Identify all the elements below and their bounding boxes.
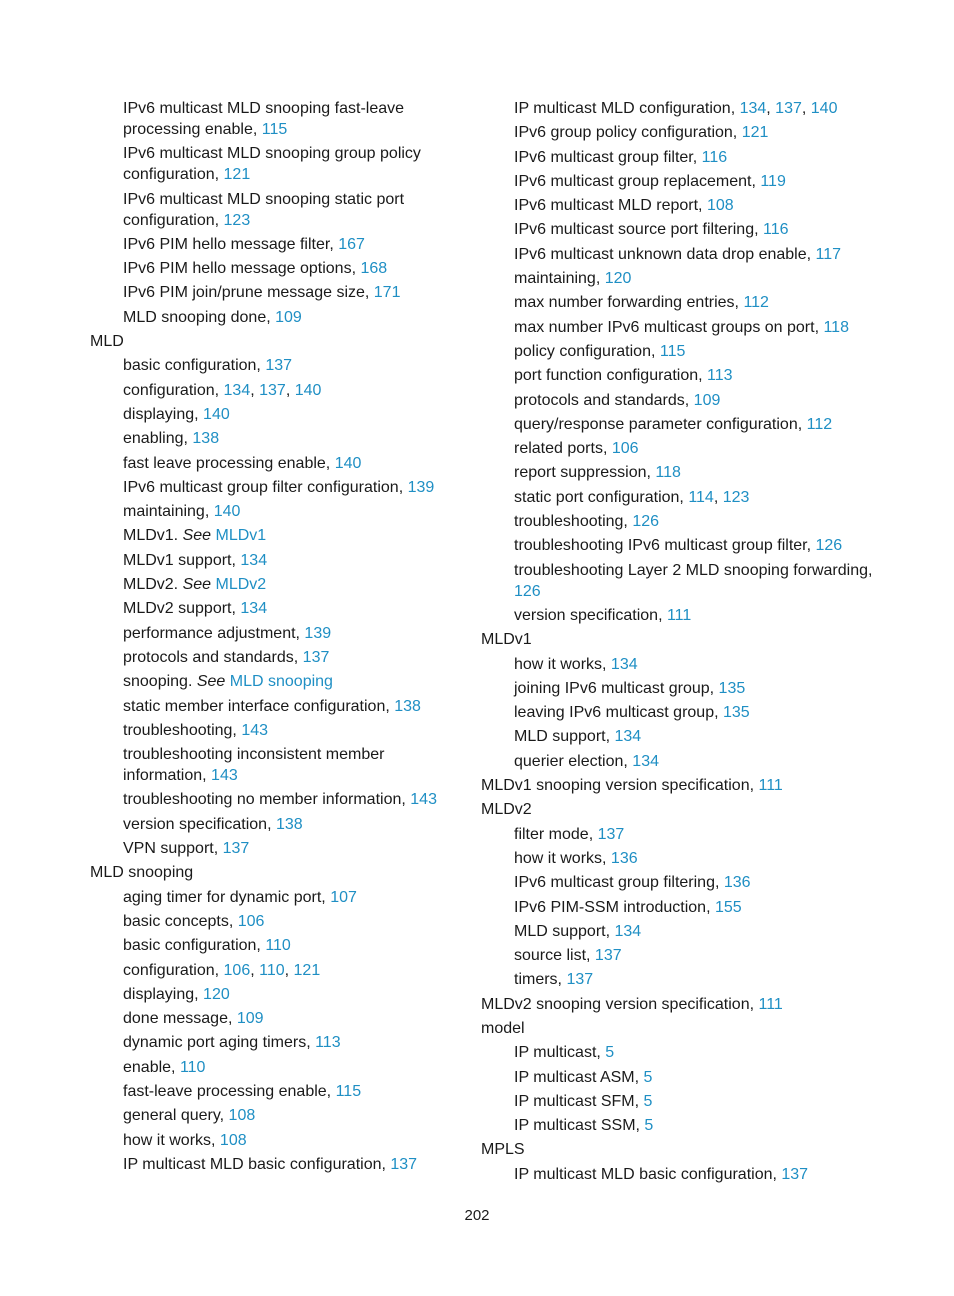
entry-text: enabling,: [123, 430, 193, 448]
entry-text: MLDv2 support,: [123, 600, 241, 618]
index-subentry: [90, 935, 460, 956]
entry-text: IPv6 group policy configuration,: [514, 124, 742, 142]
entry-text: maintaining,: [514, 270, 605, 288]
entry-text: IPv6 multicast group filtering,: [514, 874, 724, 892]
page-link[interactable]: 171: [373, 284, 401, 302]
page-link[interactable]: 140: [334, 454, 362, 472]
page-link[interactable]: 135: [718, 679, 746, 697]
page-link[interactable]: 113: [315, 1034, 341, 1052]
page-link[interactable]: 120: [203, 985, 230, 1003]
index-subentry: IP multicast MLD configuration, 134, 137, 140: [514, 100, 838, 117]
entry-text: VPN support,: [123, 840, 223, 858]
page-link[interactable]: 108: [219, 1131, 247, 1149]
index-subentry: [481, 848, 881, 869]
index-subentry: [90, 1130, 460, 1151]
index-subentry: [481, 1067, 881, 1088]
index-subentry: [90, 258, 460, 279]
entry-text: MLDv1: [481, 631, 532, 649]
entry-text: policy configuration,: [514, 342, 660, 360]
page-link[interactable]: 106: [223, 961, 251, 979]
entry-text: report suppression,: [514, 464, 656, 482]
page-link[interactable]: 138: [275, 815, 303, 833]
page-link[interactable]: 126: [514, 582, 541, 600]
page-link[interactable]: 108: [706, 197, 734, 215]
index-subentry: [481, 1091, 881, 1112]
index-subentry: [481, 171, 881, 192]
index-subentry: [481, 244, 881, 265]
index-heading: [481, 629, 881, 650]
see-link[interactable]: MLDv1: [215, 527, 267, 545]
entry-text: MPLS: [481, 1141, 525, 1159]
page-link[interactable]: 107: [330, 888, 357, 906]
index-subentry: [90, 911, 460, 932]
page-link[interactable]: 123: [223, 211, 251, 229]
entry-text: basic configuration,: [123, 937, 266, 955]
page-link[interactable]: 126: [632, 513, 660, 531]
page-link[interactable]: 115: [659, 342, 686, 360]
index-subentry: [481, 195, 881, 216]
entry-text: IPv6 PIM join/prune message size,: [123, 284, 374, 302]
page-link[interactable]: 140: [203, 405, 230, 423]
entry-text: IP multicast MLD basic configuration,: [123, 1155, 391, 1173]
entry-text: IP multicast MLD configuration,: [514, 100, 740, 117]
index-subentry: [90, 307, 460, 328]
entry-text: version specification,: [123, 815, 276, 833]
page-link[interactable]: 111: [666, 606, 692, 624]
entry-text: enable,: [123, 1058, 180, 1076]
index-subentry: [90, 814, 460, 835]
entry-text: MLD support,: [514, 728, 615, 746]
entry-text: source list,: [514, 947, 595, 965]
page-link[interactable]: 114: [688, 488, 714, 506]
index-subentry: [90, 984, 460, 1005]
page-number: 202: [464, 1207, 490, 1224]
index-subentry: configuration, 134, 137, 140: [123, 381, 322, 399]
entry-text: aging timer for dynamic port,: [123, 888, 331, 906]
index-subentry: [90, 720, 460, 741]
see-link[interactable]: MLD snooping: [229, 673, 333, 691]
page-link[interactable]: 139: [407, 478, 435, 496]
page-link[interactable]: 167: [338, 235, 365, 253]
index-subentry: [481, 219, 881, 240]
page-link[interactable]: 137: [222, 840, 250, 858]
index-subentry: [90, 1081, 460, 1102]
index-column-left: [90, 98, 460, 1178]
page-link[interactable]: 134: [632, 752, 659, 770]
page-link[interactable]: 118: [655, 464, 681, 482]
entry-text: joining IPv6 multicast group,: [514, 679, 719, 697]
page-link[interactable]: 118: [823, 318, 849, 336]
index-heading: [481, 994, 881, 1015]
index-subentry: [90, 623, 460, 644]
entry-text: query/response parameter configuration,: [514, 415, 807, 433]
index-subentry: [90, 1032, 460, 1053]
see-link[interactable]: MLDv2: [215, 576, 267, 594]
entry-text: IP multicast MLD basic configuration,: [514, 1165, 782, 1183]
entry-text: done message,: [123, 1010, 237, 1028]
index-subentry: [481, 438, 881, 459]
entry-text: leaving IPv6 multicast group,: [514, 704, 723, 722]
entry-text: MLDv2.: [123, 576, 183, 594]
page-link[interactable]: 112: [743, 294, 769, 312]
entry-text: MLDv2: [481, 801, 532, 819]
entry-text: IPv6 PIM-SSM introduction,: [514, 898, 715, 916]
page-link[interactable]: 110: [259, 961, 285, 979]
index-subentry: [481, 702, 881, 723]
page-link[interactable]: 109: [693, 391, 721, 409]
entry-text: querier election,: [514, 752, 633, 770]
page-link[interactable]: 116: [762, 221, 789, 239]
entry-text: fast-leave processing enable,: [123, 1082, 336, 1100]
index-subentry: [481, 511, 881, 532]
index-subentry: [90, 550, 460, 571]
entry-text: MLDv1.: [123, 527, 183, 545]
entry-text: configuration,: [123, 381, 224, 399]
entry-text: troubleshooting Layer 2 MLD snooping forwarding,: [514, 561, 873, 579]
entry-text: IPv6 multicast MLD snooping fast-leave processing enable,: [123, 100, 405, 138]
entry-text: protocols and standards,: [123, 648, 303, 666]
index-subentry: [90, 282, 460, 303]
index-column-right: [481, 98, 881, 1188]
entry-text: troubleshooting no member information,: [123, 791, 411, 809]
index-subentry: [481, 921, 881, 942]
entry-text: troubleshooting,: [514, 513, 633, 531]
index-subentry: [90, 696, 460, 717]
index-subentry: [90, 838, 460, 859]
index-subentry: [481, 462, 881, 483]
index-subentry: [481, 414, 881, 435]
entry-text: static member interface configuration,: [123, 697, 395, 715]
page-link[interactable]: 115: [335, 1082, 362, 1100]
entry-text: static port configuration,: [514, 488, 689, 506]
page-link[interactable]: 140: [294, 381, 322, 399]
entry-text: fast leave processing enable,: [123, 454, 335, 472]
index-subentry: [481, 317, 881, 338]
index-subentry: [481, 897, 881, 918]
index-subentry: [90, 501, 460, 522]
index-subentry: [481, 945, 881, 966]
page-link[interactable]: 137: [302, 648, 330, 666]
index-subentry: [90, 98, 460, 140]
entry-text: timers,: [514, 971, 567, 989]
page-link[interactable]: 121: [223, 166, 251, 184]
page-link[interactable]: 168: [360, 260, 388, 278]
page-link[interactable]: 111: [758, 777, 783, 795]
page-link[interactable]: 138: [394, 697, 421, 715]
entry-text: configuration,: [123, 961, 224, 979]
page-link[interactable]: 112: [806, 415, 833, 433]
index-subentry: [90, 598, 460, 619]
page-link[interactable]: 134: [240, 551, 268, 569]
entry-text: basic concepts,: [123, 912, 238, 930]
entry-text: dynamic port aging timers,: [123, 1034, 316, 1052]
index-subentry: [90, 355, 460, 376]
page-link[interactable]: 106: [237, 912, 265, 930]
page-link[interactable]: 137: [390, 1155, 418, 1173]
page-link[interactable]: 108: [228, 1107, 256, 1125]
entry-text: IPv6 PIM hello message filter,: [123, 235, 339, 253]
page-link[interactable]: 134: [614, 922, 642, 940]
index-subentry: [90, 1154, 460, 1175]
entry-text: model: [481, 1019, 525, 1037]
index-subentry: [481, 872, 881, 893]
index-subentry: [90, 525, 460, 546]
index-subentry: [481, 751, 881, 772]
page-link[interactable]: 140: [213, 503, 241, 521]
page-link[interactable]: 121: [293, 961, 321, 979]
index-subentry: configuration, 106, 110, 121: [123, 961, 321, 979]
entry-text: snooping.: [123, 673, 197, 691]
page-link[interactable]: 140: [810, 100, 838, 117]
page-link[interactable]: 137: [775, 100, 802, 117]
index-subentry: [90, 1008, 460, 1029]
see-label: See: [196, 673, 226, 691]
index-heading: [481, 1139, 881, 1160]
page-link[interactable]: 137: [781, 1165, 809, 1183]
index-subentry: [481, 390, 881, 411]
entry-text: MLD support,: [514, 922, 615, 940]
index-subentry: [481, 1164, 881, 1185]
index-subentry: [481, 535, 881, 556]
index-subentry: [481, 726, 881, 747]
entry-text: IP multicast SSM,: [514, 1117, 645, 1135]
index-heading: [481, 799, 881, 820]
page-link[interactable]: 111: [758, 995, 783, 1013]
index-subentry: [90, 574, 460, 595]
entry-text: filter mode,: [514, 825, 598, 843]
entry-text: IPv6 multicast MLD snooping static port configuration,: [123, 190, 405, 229]
index-subentry: [90, 789, 460, 810]
index-subentry: [481, 268, 881, 289]
page-link[interactable]: 106: [611, 440, 639, 458]
entry-text: performance adjustment,: [123, 624, 305, 642]
page-link[interactable]: 137: [566, 971, 594, 989]
index-subentry: [481, 654, 881, 675]
see-label: See: [182, 527, 212, 545]
entry-text: how it works,: [123, 1131, 220, 1149]
page-link[interactable]: 136: [723, 874, 751, 892]
entry-text: IPv6 multicast MLD snooping group policy configuration,: [123, 145, 421, 184]
page-link[interactable]: 5: [643, 1092, 653, 1110]
index-subentry: [481, 824, 881, 845]
entry-text: MLDv1 support,: [123, 551, 241, 569]
entry-text: troubleshooting IPv6 multicast group filter,: [514, 537, 816, 555]
index-heading: [90, 862, 460, 883]
index-subentry: [481, 1115, 881, 1136]
index-subentry: [481, 147, 881, 168]
index-subentry: static port configuration, 114, 123: [514, 488, 750, 506]
entry-text: IP multicast,: [514, 1044, 606, 1062]
index-subentry: [90, 1105, 460, 1126]
index-subentry: [481, 605, 881, 626]
entry-text: maintaining,: [123, 503, 214, 521]
index-heading: [481, 775, 881, 796]
index-subentry: [481, 341, 881, 362]
index-subentry: [481, 1042, 881, 1063]
page-link[interactable]: 109: [236, 1010, 264, 1028]
entry-text: IPv6 multicast source port filtering,: [514, 221, 763, 239]
entry-text: general query,: [123, 1107, 229, 1125]
page-link[interactable]: 113: [707, 367, 733, 385]
index-heading: [481, 1018, 881, 1039]
index-heading: [90, 331, 460, 352]
page-link[interactable]: 110: [265, 937, 291, 955]
page-link[interactable]: 126: [815, 537, 843, 555]
see-label: See: [182, 576, 212, 594]
entry-text: port function configuration,: [514, 367, 708, 385]
page-link[interactable]: 143: [410, 791, 437, 809]
entry-text: IP multicast ASM,: [514, 1068, 644, 1086]
entry-text: MLDv1 snooping version specification,: [481, 777, 759, 795]
entry-text: IPv6 multicast unknown data drop enable,: [514, 245, 816, 263]
index-subentry: [90, 744, 460, 786]
entry-text: max number forwarding entries,: [514, 294, 744, 312]
entry-text: related ports,: [514, 440, 612, 458]
index-subentry: [481, 292, 881, 313]
page-link[interactable]: 121: [741, 124, 769, 142]
entry-text: IPv6 multicast group replacement,: [514, 172, 761, 190]
page-link[interactable]: 5: [644, 1117, 654, 1135]
page-link[interactable]: 134: [614, 728, 642, 746]
page-link[interactable]: 137: [259, 381, 286, 399]
entry-text: displaying,: [123, 985, 204, 1003]
page-link[interactable]: 134: [223, 381, 251, 399]
entry-text: IPv6 multicast group filter configuration,: [123, 478, 408, 496]
page-link[interactable]: 5: [643, 1068, 653, 1086]
page-link[interactable]: 110: [179, 1058, 206, 1076]
page-link[interactable]: 138: [192, 430, 220, 448]
entry-text: troubleshooting inconsistent member information,: [123, 746, 385, 785]
index-subentry: [481, 969, 881, 990]
index-subentry: [481, 365, 881, 386]
index-subentry: [90, 428, 460, 449]
entry-text: troubleshooting,: [123, 721, 242, 739]
entry-text: IP multicast SFM,: [514, 1092, 644, 1110]
entry-text: max number IPv6 multicast groups on port,: [514, 318, 824, 336]
index-subentry: [90, 647, 460, 668]
index-subentry: [90, 234, 460, 255]
index-subentry: [481, 122, 881, 143]
page-link[interactable]: 139: [304, 624, 332, 642]
page-link[interactable]: 143: [211, 767, 238, 785]
page-link[interactable]: 136: [610, 849, 638, 867]
entry-text: MLD snooping: [90, 864, 194, 882]
index-subentry: [90, 477, 460, 498]
entry-text: basic configuration,: [123, 357, 266, 375]
entry-text: IPv6 multicast MLD report,: [514, 197, 707, 215]
entry-text: IPv6 PIM hello message options,: [123, 260, 361, 278]
index-subentry: [90, 671, 460, 692]
page-link[interactable]: 135: [723, 704, 750, 722]
entry-text: MLDv2 snooping version specification,: [481, 995, 759, 1013]
page-link[interactable]: 134: [739, 100, 767, 117]
page-link[interactable]: 134: [610, 655, 638, 673]
entry-text: how it works,: [514, 849, 611, 867]
page-link[interactable]: 117: [815, 245, 842, 263]
page-link[interactable]: 120: [604, 270, 632, 288]
index-subentry: [90, 404, 460, 425]
page-link[interactable]: 116: [701, 148, 728, 166]
page-link[interactable]: 137: [265, 357, 293, 375]
page-link[interactable]: 5: [605, 1044, 615, 1062]
page-link[interactable]: 134: [240, 600, 268, 618]
entry-text: protocols and standards,: [514, 391, 694, 409]
index-subentry: [90, 143, 460, 185]
page-link[interactable]: 119: [760, 172, 786, 190]
page-link[interactable]: 137: [597, 825, 625, 843]
entry-text: how it works,: [514, 655, 611, 673]
entry-text: MLD snooping done,: [123, 308, 276, 326]
index-subentry: [481, 560, 881, 602]
entry-text: IPv6 multicast group filter,: [514, 148, 702, 166]
page-link[interactable]: 155: [714, 898, 742, 916]
index-subentry: [90, 189, 460, 231]
page-link[interactable]: 137: [594, 947, 622, 965]
index-subentry: [481, 678, 881, 699]
page-link[interactable]: 109: [275, 308, 302, 326]
entry-text: version specification,: [514, 606, 667, 624]
page-link[interactable]: 143: [241, 721, 269, 739]
index-subentry: [90, 887, 460, 908]
index-subentry: [90, 453, 460, 474]
index-subentry: [90, 1057, 460, 1078]
page-link[interactable]: 115: [261, 121, 288, 138]
page-link[interactable]: 123: [722, 488, 750, 506]
entry-text: MLD: [90, 333, 124, 351]
entry-text: displaying,: [123, 405, 204, 423]
